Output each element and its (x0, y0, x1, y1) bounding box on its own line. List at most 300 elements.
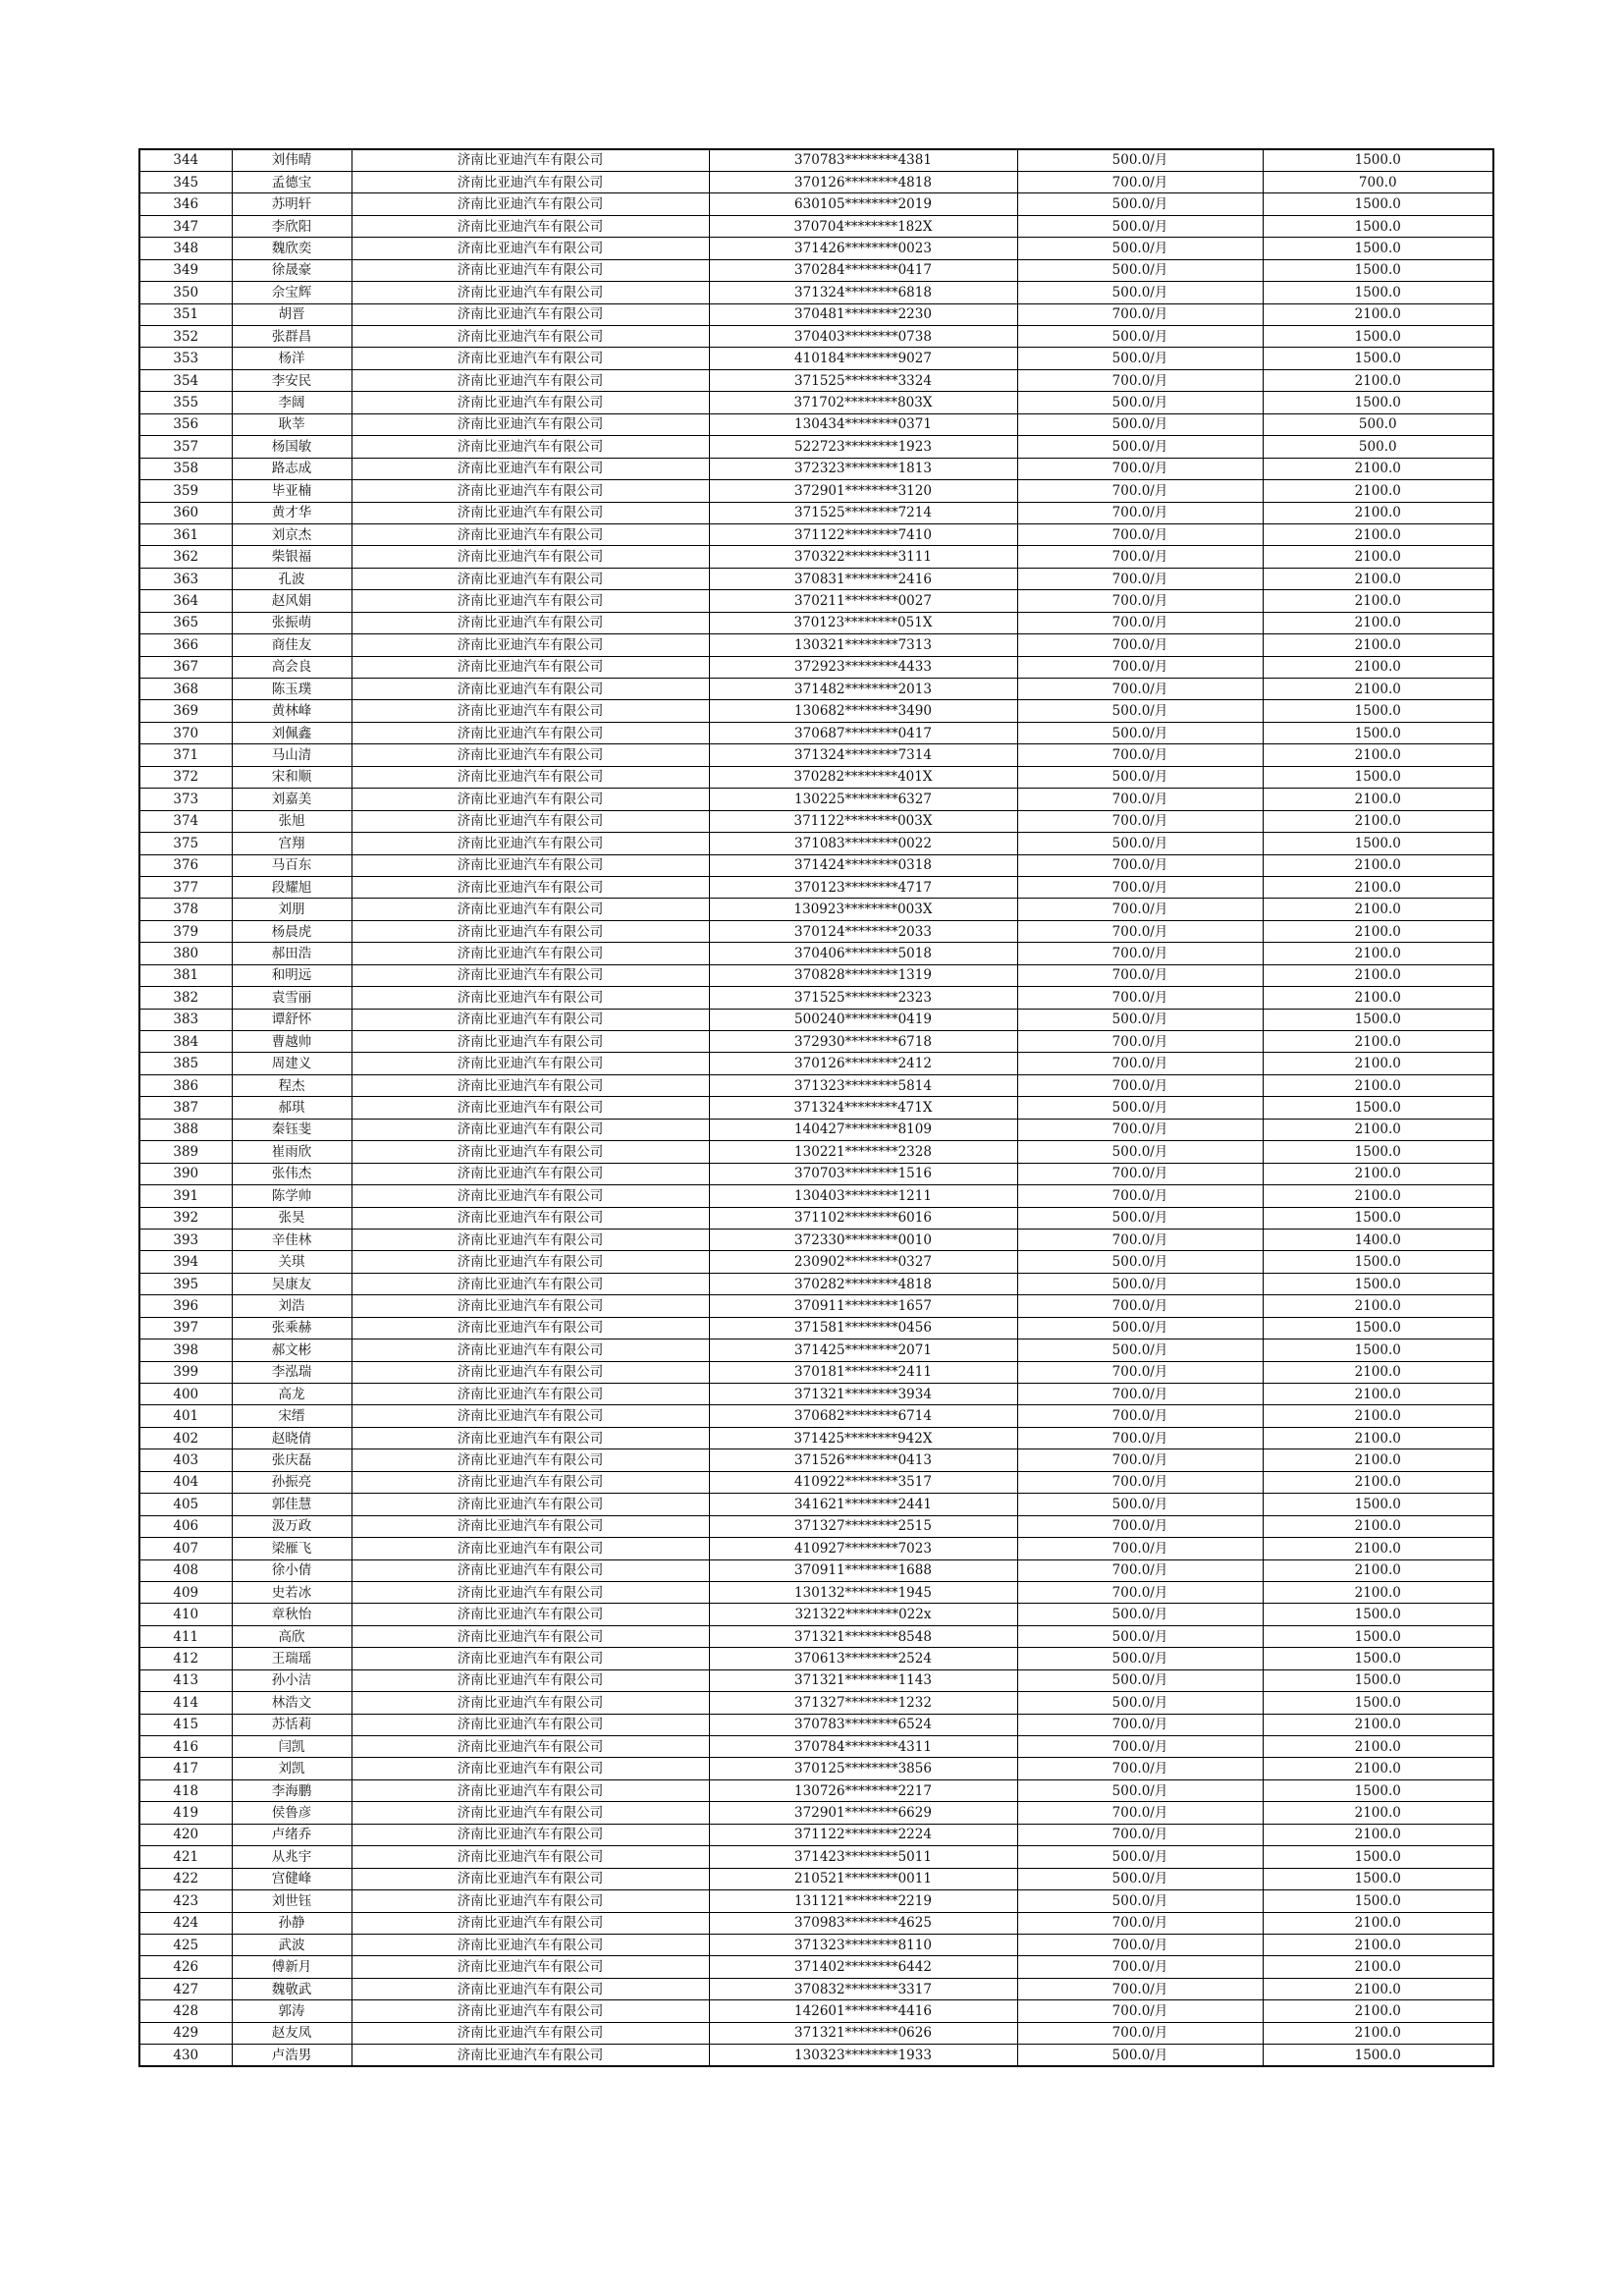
company-cell: 济南比亚迪汽车有限公司 (352, 2022, 709, 2044)
name-cell: 曹越帅 (232, 1031, 352, 1053)
table-row (139, 1669, 1493, 1691)
amount-cell: 1500.0 (1263, 722, 1493, 743)
company-cell: 济南比亚迪汽车有限公司 (352, 546, 709, 568)
amount-cell: 2100.0 (1263, 2000, 1493, 2022)
table-row (139, 1317, 1493, 1339)
table-row (139, 833, 1493, 854)
company-cell: 济南比亚迪汽车有限公司 (352, 1207, 709, 1229)
name-cell: 袁雪丽 (232, 987, 352, 1009)
company-cell: 济南比亚迪汽车有限公司 (352, 1625, 709, 1647)
amount-cell: 1500.0 (1263, 215, 1493, 237)
name-cell: 吴康友 (232, 1273, 352, 1294)
company-cell: 济南比亚迪汽车有限公司 (352, 964, 709, 986)
name-cell: 刘京杰 (232, 523, 352, 545)
monthly-standard-cell: 700.0/月 (1017, 1427, 1263, 1449)
amount-cell: 2100.0 (1263, 546, 1493, 568)
id-number-cell: 370282********4818 (709, 1273, 1017, 1294)
amount-cell: 2100.0 (1263, 612, 1493, 633)
row-number-cell: 375 (139, 833, 232, 854)
amount-cell: 1500.0 (1263, 700, 1493, 722)
name-cell: 郝文彬 (232, 1339, 352, 1361)
amount-cell: 2100.0 (1263, 854, 1493, 876)
id-number-cell: 130726********2217 (709, 1779, 1017, 1801)
id-number-cell: 371321********1143 (709, 1669, 1017, 1691)
company-cell: 济南比亚迪汽车有限公司 (352, 1604, 709, 1625)
table-row (139, 1119, 1493, 1140)
amount-cell: 2100.0 (1263, 876, 1493, 898)
row-number-cell: 411 (139, 1625, 232, 1647)
monthly-standard-cell: 700.0/月 (1017, 920, 1263, 942)
monthly-standard-cell: 700.0/月 (1017, 171, 1263, 192)
company-cell: 济南比亚迪汽车有限公司 (352, 326, 709, 348)
row-number-cell: 360 (139, 502, 232, 523)
company-cell: 济南比亚迪汽车有限公司 (352, 1229, 709, 1250)
row-number-cell: 418 (139, 1779, 232, 1801)
monthly-standard-cell: 500.0/月 (1017, 1251, 1263, 1273)
name-cell: 王瑞瑶 (232, 1648, 352, 1669)
id-number-cell: 370403********0738 (709, 326, 1017, 348)
row-number-cell: 367 (139, 656, 232, 678)
amount-cell: 2100.0 (1263, 1956, 1493, 1978)
row-number-cell: 381 (139, 964, 232, 986)
row-number-cell: 382 (139, 987, 232, 1009)
amount-cell: 2100.0 (1263, 303, 1493, 325)
table-row (139, 413, 1493, 435)
table-row (139, 1009, 1493, 1030)
amount-cell: 2100.0 (1263, 1758, 1493, 1779)
name-cell: 胡晋 (232, 303, 352, 325)
company-cell: 济南比亚迪汽车有限公司 (352, 1427, 709, 1449)
row-number-cell: 396 (139, 1295, 232, 1317)
table-row (139, 546, 1493, 568)
company-cell: 济南比亚迪汽车有限公司 (352, 1405, 709, 1427)
amount-cell: 1500.0 (1263, 1846, 1493, 1868)
row-number-cell: 373 (139, 789, 232, 810)
amount-cell: 700.0 (1263, 171, 1493, 192)
id-number-cell: 371102********6016 (709, 1207, 1017, 1229)
amount-cell: 2100.0 (1263, 634, 1493, 656)
monthly-standard-cell: 500.0/月 (1017, 238, 1263, 259)
table-row (139, 943, 1493, 964)
amount-cell: 2100.0 (1263, 1581, 1493, 1603)
monthly-standard-cell: 500.0/月 (1017, 1141, 1263, 1163)
monthly-standard-cell: 700.0/月 (1017, 1361, 1263, 1383)
name-cell: 郭涛 (232, 2000, 352, 2022)
company-cell: 济南比亚迪汽车有限公司 (352, 392, 709, 413)
company-cell: 济南比亚迪汽车有限公司 (352, 1097, 709, 1119)
company-cell: 济南比亚迪汽车有限公司 (352, 369, 709, 391)
table-row (139, 480, 1493, 502)
monthly-standard-cell: 700.0/月 (1017, 502, 1263, 523)
amount-cell: 2100.0 (1263, 1471, 1493, 1493)
name-cell: 柴银福 (232, 546, 352, 568)
amount-cell: 2100.0 (1263, 1119, 1493, 1140)
amount-cell: 1500.0 (1263, 1207, 1493, 1229)
name-cell: 孙小洁 (232, 1669, 352, 1691)
amount-cell: 2100.0 (1263, 2022, 1493, 2044)
name-cell: 章秋怡 (232, 1604, 352, 1625)
id-number-cell: 130323********1933 (709, 2045, 1017, 2066)
table-row (139, 1648, 1493, 1669)
monthly-standard-cell: 700.0/月 (1017, 1912, 1263, 1934)
amount-cell: 2100.0 (1263, 1559, 1493, 1581)
name-cell: 武波 (232, 1934, 352, 1955)
monthly-standard-cell: 500.0/月 (1017, 1625, 1263, 1647)
id-number-cell: 500240********0419 (709, 1009, 1017, 1030)
monthly-standard-cell: 500.0/月 (1017, 1868, 1263, 1889)
table-row (139, 259, 1493, 281)
name-cell: 刘伟晴 (232, 149, 352, 171)
name-cell: 张旭 (232, 810, 352, 832)
amount-cell: 2100.0 (1263, 1185, 1493, 1207)
table-row (139, 1912, 1493, 1934)
table-row (139, 149, 1493, 171)
monthly-standard-cell: 700.0/月 (1017, 1538, 1263, 1559)
id-number-cell: 370828********1319 (709, 964, 1017, 986)
amount-cell: 2100.0 (1263, 1163, 1493, 1184)
id-number-cell: 370282********401X (709, 766, 1017, 788)
table-row (139, 1559, 1493, 1581)
id-number-cell: 371327********2515 (709, 1515, 1017, 1537)
id-number-cell: 371424********0318 (709, 854, 1017, 876)
monthly-standard-cell: 700.0/月 (1017, 1405, 1263, 1427)
id-number-cell: 230902********0327 (709, 1251, 1017, 1273)
amount-cell: 1500.0 (1263, 766, 1493, 788)
monthly-standard-cell: 700.0/月 (1017, 369, 1263, 391)
id-number-cell: 131121********2219 (709, 1890, 1017, 1912)
row-number-cell: 376 (139, 854, 232, 876)
id-number-cell: 130221********2328 (709, 1141, 1017, 1163)
table-row (139, 1714, 1493, 1735)
id-number-cell: 371122********003X (709, 810, 1017, 832)
id-number-cell: 371402********6442 (709, 1956, 1017, 1978)
monthly-standard-cell: 500.0/月 (1017, 1097, 1263, 1119)
row-number-cell: 417 (139, 1758, 232, 1779)
id-number-cell: 371482********2013 (709, 679, 1017, 700)
monthly-standard-cell: 700.0/月 (1017, 744, 1263, 766)
table-row (139, 436, 1493, 458)
monthly-standard-cell: 700.0/月 (1017, 458, 1263, 479)
company-cell: 济南比亚迪汽车有限公司 (352, 1934, 709, 1955)
id-number-cell: 410184********9027 (709, 348, 1017, 369)
id-number-cell: 370687********0417 (709, 722, 1017, 743)
name-cell: 李泓瑞 (232, 1361, 352, 1383)
name-cell: 毕亚楠 (232, 480, 352, 502)
company-cell: 济南比亚迪汽车有限公司 (352, 744, 709, 766)
name-cell: 李阔 (232, 392, 352, 413)
table-row (139, 1692, 1493, 1714)
monthly-standard-cell: 500.0/月 (1017, 149, 1263, 171)
name-cell: 徐晟豪 (232, 259, 352, 281)
name-cell: 黄林峰 (232, 700, 352, 722)
monthly-standard-cell: 500.0/月 (1017, 766, 1263, 788)
amount-cell: 1500.0 (1263, 149, 1493, 171)
monthly-standard-cell: 700.0/月 (1017, 303, 1263, 325)
id-number-cell: 370124********2033 (709, 920, 1017, 942)
row-number-cell: 386 (139, 1074, 232, 1096)
name-cell: 从兆宇 (232, 1846, 352, 1868)
name-cell: 张振萌 (232, 612, 352, 633)
id-number-cell: 371426********0023 (709, 238, 1017, 259)
amount-cell: 2100.0 (1263, 1053, 1493, 1074)
id-number-cell: 370704********182X (709, 215, 1017, 237)
company-cell: 济南比亚迪汽车有限公司 (352, 1802, 709, 1824)
table-row (139, 523, 1493, 545)
table-row (139, 1384, 1493, 1405)
monthly-standard-cell: 700.0/月 (1017, 679, 1263, 700)
company-cell: 济南比亚迪汽车有限公司 (352, 854, 709, 876)
amount-cell: 1500.0 (1263, 1890, 1493, 1912)
company-cell: 济南比亚迪汽车有限公司 (352, 1384, 709, 1405)
id-number-cell: 130225********6327 (709, 789, 1017, 810)
row-number-cell: 395 (139, 1273, 232, 1294)
monthly-standard-cell: 500.0/月 (1017, 326, 1263, 348)
name-cell: 刘浩 (232, 1295, 352, 1317)
company-cell: 济南比亚迪汽车有限公司 (352, 1185, 709, 1207)
row-number-cell: 352 (139, 326, 232, 348)
name-cell: 郭佳慧 (232, 1494, 352, 1515)
amount-cell: 2100.0 (1263, 789, 1493, 810)
id-number-cell: 371526********0413 (709, 1449, 1017, 1471)
monthly-standard-cell: 700.0/月 (1017, 1802, 1263, 1824)
row-number-cell: 400 (139, 1384, 232, 1405)
monthly-standard-cell: 700.0/月 (1017, 634, 1263, 656)
company-cell: 济南比亚迪汽车有限公司 (352, 1494, 709, 1515)
table-row (139, 568, 1493, 589)
table-row (139, 1779, 1493, 1801)
table-row (139, 987, 1493, 1009)
company-cell: 济南比亚迪汽车有限公司 (352, 920, 709, 942)
name-cell: 李欣阳 (232, 215, 352, 237)
amount-cell: 2100.0 (1263, 810, 1493, 832)
name-cell: 卢绪乔 (232, 1824, 352, 1845)
company-cell: 济南比亚迪汽车有限公司 (352, 789, 709, 810)
id-number-cell: 522723********1923 (709, 436, 1017, 458)
monthly-standard-cell: 500.0/月 (1017, 833, 1263, 854)
table-row (139, 1824, 1493, 1845)
table-row (139, 722, 1493, 743)
id-number-cell: 371581********0456 (709, 1317, 1017, 1339)
company-cell: 济南比亚迪汽车有限公司 (352, 523, 709, 545)
company-cell: 济南比亚迪汽车有限公司 (352, 1669, 709, 1691)
row-number-cell: 371 (139, 744, 232, 766)
company-cell: 济南比亚迪汽车有限公司 (352, 1758, 709, 1779)
name-cell: 郝琪 (232, 1097, 352, 1119)
company-cell: 济南比亚迪汽车有限公司 (352, 1119, 709, 1140)
monthly-standard-cell: 700.0/月 (1017, 810, 1263, 832)
amount-cell: 1500.0 (1263, 238, 1493, 259)
row-number-cell: 425 (139, 1934, 232, 1955)
amount-cell: 2100.0 (1263, 899, 1493, 920)
monthly-standard-cell: 500.0/月 (1017, 282, 1263, 303)
monthly-standard-cell: 700.0/月 (1017, 1736, 1263, 1758)
name-cell: 谭舒怀 (232, 1009, 352, 1030)
monthly-standard-cell: 700.0/月 (1017, 1185, 1263, 1207)
name-cell: 陈学帅 (232, 1185, 352, 1207)
row-number-cell: 385 (139, 1053, 232, 1074)
monthly-standard-cell: 700.0/月 (1017, 1163, 1263, 1184)
name-cell: 张庆磊 (232, 1449, 352, 1471)
name-cell: 杨洋 (232, 348, 352, 369)
row-number-cell: 409 (139, 1581, 232, 1603)
monthly-standard-cell: 700.0/月 (1017, 1031, 1263, 1053)
row-number-cell: 365 (139, 612, 232, 633)
amount-cell: 1500.0 (1263, 348, 1493, 369)
name-cell: 周建义 (232, 1053, 352, 1074)
id-number-cell: 371323********5814 (709, 1074, 1017, 1096)
amount-cell: 2100.0 (1263, 679, 1493, 700)
company-cell: 济南比亚迪汽车有限公司 (352, 1648, 709, 1669)
company-cell: 济南比亚迪汽车有限公司 (352, 634, 709, 656)
monthly-standard-cell: 500.0/月 (1017, 1207, 1263, 1229)
monthly-standard-cell: 700.0/月 (1017, 1449, 1263, 1471)
company-cell: 济南比亚迪汽车有限公司 (352, 1559, 709, 1581)
id-number-cell: 371327********1232 (709, 1692, 1017, 1714)
name-cell: 李海鹏 (232, 1779, 352, 1801)
row-number-cell: 347 (139, 215, 232, 237)
table-row (139, 1758, 1493, 1779)
name-cell: 梁雁飞 (232, 1538, 352, 1559)
company-cell: 济南比亚迪汽车有限公司 (352, 149, 709, 171)
id-number-cell: 371702********803X (709, 392, 1017, 413)
monthly-standard-cell: 700.0/月 (1017, 1053, 1263, 1074)
id-number-cell: 372923********4433 (709, 656, 1017, 678)
id-number-cell: 372323********1813 (709, 458, 1017, 479)
table-row (139, 1978, 1493, 1999)
id-number-cell: 370613********2524 (709, 1648, 1017, 1669)
table-row (139, 1846, 1493, 1868)
monthly-standard-cell: 700.0/月 (1017, 1758, 1263, 1779)
amount-cell: 2100.0 (1263, 1802, 1493, 1824)
amount-cell: 1500.0 (1263, 833, 1493, 854)
name-cell: 魏欣奕 (232, 238, 352, 259)
id-number-cell: 371525********3324 (709, 369, 1017, 391)
table-row (139, 810, 1493, 832)
amount-cell: 1500.0 (1263, 1779, 1493, 1801)
amount-cell: 2100.0 (1263, 987, 1493, 1009)
company-cell: 济南比亚迪汽车有限公司 (352, 1273, 709, 1294)
name-cell: 林浩文 (232, 1692, 352, 1714)
name-cell: 闫凯 (232, 1736, 352, 1758)
amount-cell: 1500.0 (1263, 1648, 1493, 1669)
table-row (139, 282, 1493, 303)
name-cell: 孙振亮 (232, 1471, 352, 1493)
monthly-standard-cell: 500.0/月 (1017, 1317, 1263, 1339)
monthly-standard-cell: 500.0/月 (1017, 1339, 1263, 1361)
name-cell: 刘朋 (232, 899, 352, 920)
table-row (139, 1538, 1493, 1559)
amount-cell: 2100.0 (1263, 480, 1493, 502)
table-row (139, 1515, 1493, 1537)
row-number-cell: 351 (139, 303, 232, 325)
company-cell: 济南比亚迪汽车有限公司 (352, 238, 709, 259)
monthly-standard-cell: 700.0/月 (1017, 789, 1263, 810)
table-row (139, 656, 1493, 678)
row-number-cell: 383 (139, 1009, 232, 1030)
amount-cell: 1500.0 (1263, 1141, 1493, 1163)
table-row (139, 1802, 1493, 1824)
row-number-cell: 354 (139, 369, 232, 391)
row-number-cell: 384 (139, 1031, 232, 1053)
table-row (139, 348, 1493, 369)
table-row (139, 744, 1493, 766)
monthly-standard-cell: 700.0/月 (1017, 2022, 1263, 2044)
company-cell: 济南比亚迪汽车有限公司 (352, 1736, 709, 1758)
amount-cell: 2100.0 (1263, 744, 1493, 766)
name-cell: 杨晨虎 (232, 920, 352, 942)
id-number-cell: 130403********1211 (709, 1185, 1017, 1207)
table-row (139, 1031, 1493, 1053)
monthly-standard-cell: 500.0/月 (1017, 1779, 1263, 1801)
row-number-cell: 401 (139, 1405, 232, 1427)
company-cell: 济南比亚迪汽车有限公司 (352, 303, 709, 325)
table-row (139, 1273, 1493, 1294)
table-row (139, 1890, 1493, 1912)
amount-cell: 500.0 (1263, 436, 1493, 458)
name-cell: 张伟杰 (232, 1163, 352, 1184)
amount-cell: 1500.0 (1263, 326, 1493, 348)
amount-cell: 2100.0 (1263, 1405, 1493, 1427)
amount-cell: 2100.0 (1263, 920, 1493, 942)
amount-cell: 1500.0 (1263, 2045, 1493, 2066)
row-number-cell: 407 (139, 1538, 232, 1559)
amount-cell: 1500.0 (1263, 1692, 1493, 1714)
id-number-cell: 371525********2323 (709, 987, 1017, 1009)
id-number-cell: 130923********003X (709, 899, 1017, 920)
table-row (139, 1074, 1493, 1096)
monthly-standard-cell: 700.0/月 (1017, 1515, 1263, 1537)
row-number-cell: 387 (139, 1097, 232, 1119)
row-number-cell: 408 (139, 1559, 232, 1581)
row-number-cell: 429 (139, 2022, 232, 2044)
row-number-cell: 406 (139, 1515, 232, 1537)
monthly-standard-cell: 700.0/月 (1017, 1295, 1263, 1317)
table-row (139, 1427, 1493, 1449)
monthly-standard-cell: 500.0/月 (1017, 1273, 1263, 1294)
amount-cell: 2100.0 (1263, 523, 1493, 545)
row-number-cell: 402 (139, 1427, 232, 1449)
table-row (139, 1934, 1493, 1955)
monthly-standard-cell: 500.0/月 (1017, 700, 1263, 722)
row-number-cell: 393 (139, 1229, 232, 1250)
company-cell: 济南比亚迪汽车有限公司 (352, 1471, 709, 1493)
amount-cell: 1500.0 (1263, 1317, 1493, 1339)
id-number-cell: 372930********6718 (709, 1031, 1017, 1053)
monthly-standard-cell: 500.0/月 (1017, 392, 1263, 413)
row-number-cell: 426 (139, 1956, 232, 1978)
name-cell: 苏明轩 (232, 193, 352, 215)
row-number-cell: 359 (139, 480, 232, 502)
table-row (139, 854, 1493, 876)
amount-cell: 2100.0 (1263, 1824, 1493, 1845)
name-cell: 魏敬武 (232, 1978, 352, 1999)
row-number-cell: 428 (139, 2000, 232, 2022)
table-row (139, 964, 1493, 986)
name-cell: 苏恬莉 (232, 1714, 352, 1735)
table-row (139, 303, 1493, 325)
amount-cell: 1500.0 (1263, 282, 1493, 303)
table-row (139, 789, 1493, 810)
monthly-standard-cell: 700.0/月 (1017, 876, 1263, 898)
row-number-cell: 350 (139, 282, 232, 303)
name-cell: 孔波 (232, 568, 352, 589)
monthly-standard-cell: 700.0/月 (1017, 899, 1263, 920)
monthly-standard-cell: 500.0/月 (1017, 1648, 1263, 1669)
id-number-cell: 371083********0022 (709, 833, 1017, 854)
name-cell: 孟德宝 (232, 171, 352, 192)
company-cell: 济南比亚迪汽车有限公司 (352, 1538, 709, 1559)
row-number-cell: 380 (139, 943, 232, 964)
